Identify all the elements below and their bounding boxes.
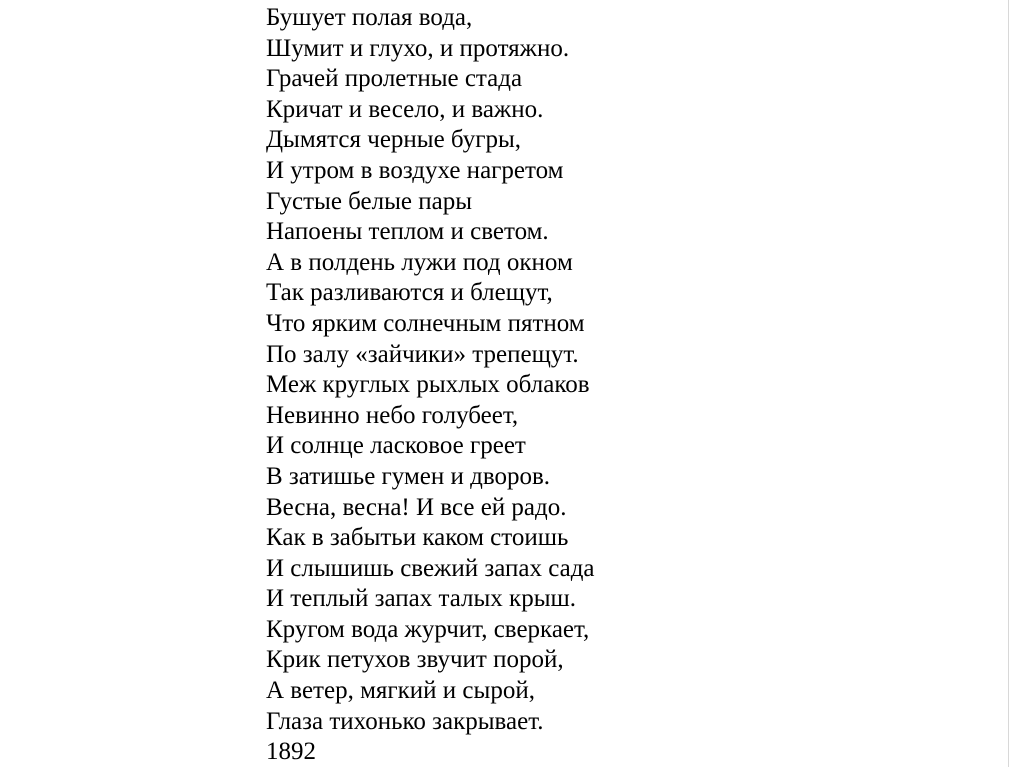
poem-line: Что ярким солнечным пятном bbox=[266, 309, 585, 337]
poem-line: Весна, весна! И все ей радо. bbox=[266, 493, 567, 521]
poem-line: И солнце ласковое греет bbox=[266, 432, 526, 460]
poem-line: Кричат и весело, и важно. bbox=[266, 95, 544, 123]
poem-line: Густые белые пары bbox=[266, 187, 473, 215]
poem-line: Глаза тихонько закрывает. bbox=[266, 707, 544, 735]
poem-line: Как в забытьи каком стоишь bbox=[266, 524, 569, 552]
poem-line: Крик петухов звучит порой, bbox=[266, 646, 564, 674]
poem-line: И утром в воздухе нагретом bbox=[266, 156, 564, 184]
poem-text bbox=[266, 3, 595, 767]
poem-line: В затишье гумен и дворов. bbox=[266, 462, 551, 490]
poem-line: И теплый запах талых крыш. bbox=[266, 585, 576, 613]
poem-line: Меж круглых рыхлых облаков bbox=[266, 371, 590, 399]
poem-line: Бушует полая вода, bbox=[266, 4, 473, 31]
poem-line: Шумит и глухо, и протяжно. bbox=[266, 34, 570, 62]
page-edge-divider bbox=[1008, 0, 1009, 767]
poem-line: А ветер, мягкий и сырой, bbox=[266, 677, 535, 705]
poem-line: Невинно небо голубеет, bbox=[266, 401, 519, 429]
poem-year: 1892 bbox=[266, 738, 316, 766]
poem-line: Напоены теплом и светом. bbox=[266, 218, 549, 246]
poem-line: Так разливаются и блещут, bbox=[266, 279, 553, 307]
poem-line: Дымятся черные бугры, bbox=[266, 126, 522, 154]
poem-line: Грачей пролетные стада bbox=[266, 65, 523, 93]
poem-line: И слышишь свежий запах сада bbox=[266, 554, 595, 582]
poem-line: А в полдень лужи под окном bbox=[266, 248, 573, 276]
poem-line: По залу «зайчики» трепещут. bbox=[266, 340, 579, 368]
poem-line: Кругом вода журчит, сверкает, bbox=[266, 615, 590, 643]
